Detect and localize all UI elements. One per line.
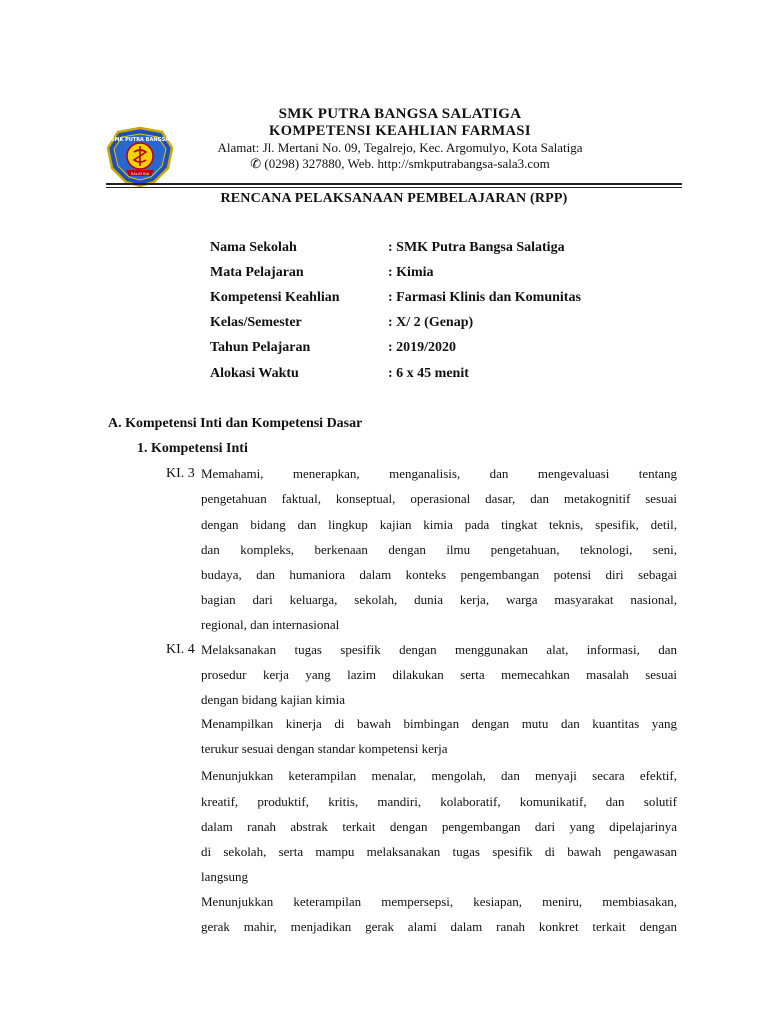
identity-value: : SMK Putra Bangsa Salatiga bbox=[388, 240, 565, 255]
identity-value: : 2019/2020 bbox=[388, 340, 457, 355]
svg-text:SMK PUTRA BANGSA: SMK PUTRA BANGSA bbox=[110, 137, 170, 143]
ki-text-line: bagian dari keluarga, sekolah, dunia kerja, warga masyarakat nasional, bbox=[201, 592, 677, 607]
identity-label: Kompetensi Keahlian bbox=[210, 290, 340, 305]
section-heading: A. Kompetensi Inti dan Kompetensi Dasar bbox=[108, 416, 363, 431]
ki-text-line: Menunjukkan keterampilan mempersepsi, kesiapan, meniru, membiasakan, bbox=[201, 894, 677, 909]
ki-text-line: Menampilkan kinerja di bawah bimbingan dengan mutu dan kuantitas yang bbox=[201, 716, 677, 731]
identity-label: Alokasi Waktu bbox=[210, 366, 299, 381]
ki-text-line: gerak mahir, menjadikan gerak alami dalam ranah konkret terkait dengan bbox=[201, 919, 677, 934]
svg-text:SALATIGA: SALATIGA bbox=[130, 171, 150, 176]
ki-text-line: kreatif, produktif, kritis, mandiri, kolaboratif, komunikatif, dan solutif bbox=[201, 794, 677, 809]
school-name: SMK PUTRA BANGSA SALATIGA bbox=[278, 106, 522, 122]
school-contact: ✆ (0298) 327880, Web. http://smkputrabangsa-sala3.com bbox=[250, 156, 550, 171]
identity-label: Mata Pelajaran bbox=[210, 265, 304, 280]
ki-text-line: pengetahuan faktual, konseptual, operasional dasar, dan metakognitif sesuai bbox=[201, 491, 677, 506]
school-logo-icon bbox=[104, 126, 176, 188]
ki-text-line: dan kompleks, berkenaan dengan ilmu pengetahuan, teknologi, seni, bbox=[201, 542, 677, 557]
header-divider-thin bbox=[106, 187, 682, 188]
ki-text-line: di sekolah, serta mampu melaksanakan tugas spesifik di bawah pengawasan bbox=[201, 844, 677, 859]
identity-value: : Farmasi Klinis dan Komunitas bbox=[388, 290, 581, 305]
ki-text-line: budaya, dan humaniora dalam konteks pengembangan potensi diri sebagai bbox=[201, 567, 677, 582]
ki-code: KI. 3 bbox=[166, 466, 195, 481]
ki-text-line: terukur sesuai dengan standar kompetensi kerja bbox=[201, 741, 448, 756]
subsection-heading: 1. Kompetensi Inti bbox=[137, 441, 248, 456]
ki-code: KI. 4 bbox=[166, 642, 195, 657]
identity-label: Nama Sekolah bbox=[210, 240, 297, 255]
identity-value: : 6 x 45 menit bbox=[388, 366, 469, 381]
ki-text-line: regional, dan internasional bbox=[201, 617, 340, 632]
ki-text-line: langsung bbox=[201, 869, 248, 884]
identity-value: : Kimia bbox=[388, 265, 434, 280]
header-divider bbox=[106, 183, 682, 185]
ki-text-line: dengan bidang kajian kimia bbox=[201, 692, 346, 707]
ki-text-line: Menunjukkan keterampilan menalar, mengolah, dan menyaji secara efektif, bbox=[201, 768, 677, 783]
ki-text-line: Memahami, menerapkan, menganalisis, dan mengevaluasi tentang bbox=[201, 466, 677, 481]
document-title: RENCANA PELAKSANAAN PEMBELAJARAN (RPP) bbox=[220, 191, 568, 206]
identity-value: : X/ 2 (Genap) bbox=[388, 315, 474, 330]
identity-label: Kelas/Semester bbox=[210, 315, 302, 330]
ki-text-line: dengan bidang dan lingkup kajian kimia pada tingkat teknis, spesifik, detil, bbox=[201, 517, 677, 532]
ki-text-line: dalam ranah abstrak terkait dengan pengembangan dari yang dipelajarinya bbox=[201, 819, 677, 834]
school-address: Alamat: Jl. Mertani No. 09, Tegalrejo, Kec. Argomulyo, Kota Salatiga bbox=[217, 140, 583, 155]
program-name: KOMPETENSI KEAHLIAN FARMASI bbox=[269, 123, 531, 139]
ki-text-line: prosedur kerja yang lazim dilakukan serta memecahkan masalah sesuai bbox=[201, 667, 677, 682]
identity-label: Tahun Pelajaran bbox=[210, 340, 311, 355]
ki-text-line: Melaksanakan tugas spesifik dengan menggunakan alat, informasi, dan bbox=[201, 642, 677, 657]
